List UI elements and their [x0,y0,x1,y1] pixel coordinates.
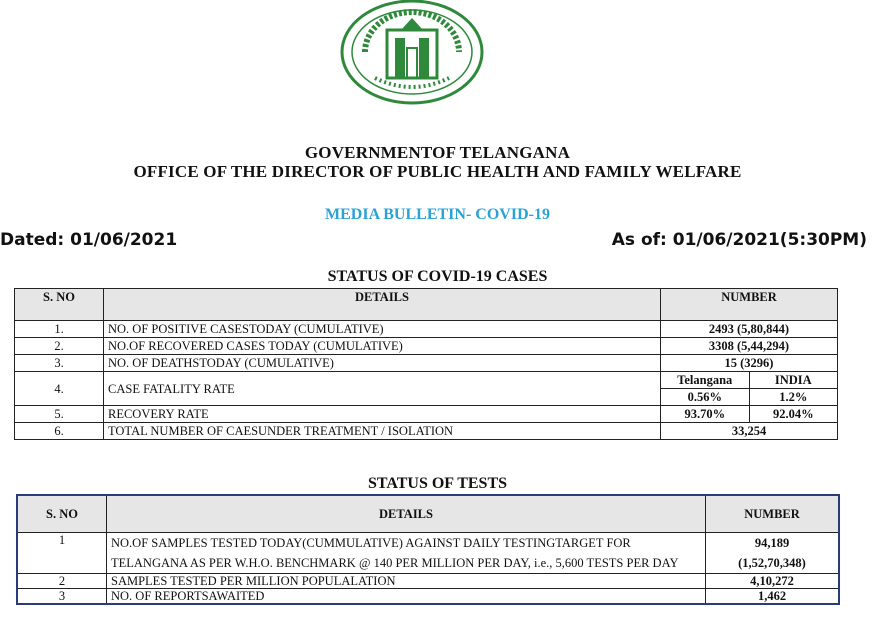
row-number: 3308 (5,44,294) [661,338,838,355]
row-details: NO. OF REPORTSAWAITED [107,589,706,605]
row-details: NO. OF POSITIVE CASESTODAY (CUMULATIVE) [104,321,661,338]
bulletin-title: MEDIA BULLETIN- COVID-19 [325,206,550,223]
table-row [15,355,838,372]
row-sno: 4. [15,372,104,406]
office-title: OFFICE OF THE DIRECTOR OF PUBLIC HEALTH AND FAMILY WELFARE [133,162,742,181]
table-header-row [17,495,839,533]
table-row-recovery [15,406,838,423]
row-number: 2493 (5,80,844) [661,321,838,338]
header-sno: S. NO [17,495,107,533]
cases-section-title: STATUS OF COVID-19 CASES [327,268,548,285]
samples-cumulative: (1,52,70,348) [738,556,806,570]
row-number: 33,254 [661,423,838,440]
table-row-fatality [15,372,838,406]
row-details: RECOVERY RATE [104,406,661,423]
telangana-fatality: 0.56% [661,389,749,406]
tests-table [16,494,840,605]
header-details: DETAILS [104,289,661,321]
table-row [15,321,838,338]
telangana-seal-icon [335,0,490,110]
header-number: NUMBER [661,289,838,321]
telangana-recovery: 93.70% [661,406,749,422]
table-row [17,533,839,574]
row-details: NO. OF DEATHSTODAY (CUMULATIVE) [104,355,661,372]
tests-section-title: STATUS OF TESTS [367,475,508,492]
row-sno: 3. [15,355,104,372]
row-details: SAMPLES TESTED PER MILLION POPULALATION [107,574,706,589]
as-of-label: As of: 01/06/2021(5:30PM) [611,230,867,250]
india-fatality: 1.2% [779,390,808,404]
row-details: CASE FATALITY RATE [104,372,661,406]
row-sno: 1 [17,533,107,574]
row-sno: 2. [15,338,104,355]
table-row [15,423,838,440]
header-details: DETAILS [107,495,706,533]
table-row [17,589,839,605]
covid-cases-table [14,288,838,440]
fatality-cell [661,372,838,406]
row-number: 1,462 [706,589,840,605]
row-sno: 6. [15,423,104,440]
government-title: GOVERNMENTOF TELANGANA [304,143,571,162]
dated-label: Dated: 01/06/2021 [0,230,178,250]
row-sno: 3 [17,589,107,605]
table-header-row [15,289,838,321]
telangana-header: Telangana [661,372,749,389]
row-sno: 1. [15,321,104,338]
row-sno: 5. [15,406,104,423]
india-header: INDIA [749,372,837,389]
row-number: 4,10,272 [706,574,840,589]
samples-today: 94,189 [754,536,790,550]
row-details: NO.OF SAMPLES TESTED TODAY(CUMMULATIVE) AGAINST DAILY TESTINGTARGET FOR TELANGANA AS PER W.H.O. BENCHMARK @ 140 PER MILLION PER DAY, i.e., 5,600 TESTS PER DAY [107,533,706,574]
row-details: TOTAL NUMBER OF CAESUNDER TREATMENT / ISOLATION [104,423,661,440]
row-sno: 2 [17,574,107,589]
row-number [706,533,840,574]
row-details: NO.OF RECOVERED CASES TODAY (CUMULATIVE) [104,338,661,355]
table-row [15,338,838,355]
header-sno: S. NO [15,289,104,321]
table-row [17,574,839,589]
recovery-cell [661,406,838,423]
india-recovery: 92.04% [772,407,814,421]
header-number: NUMBER [706,495,840,533]
row-number: 15 (3296) [661,355,838,372]
